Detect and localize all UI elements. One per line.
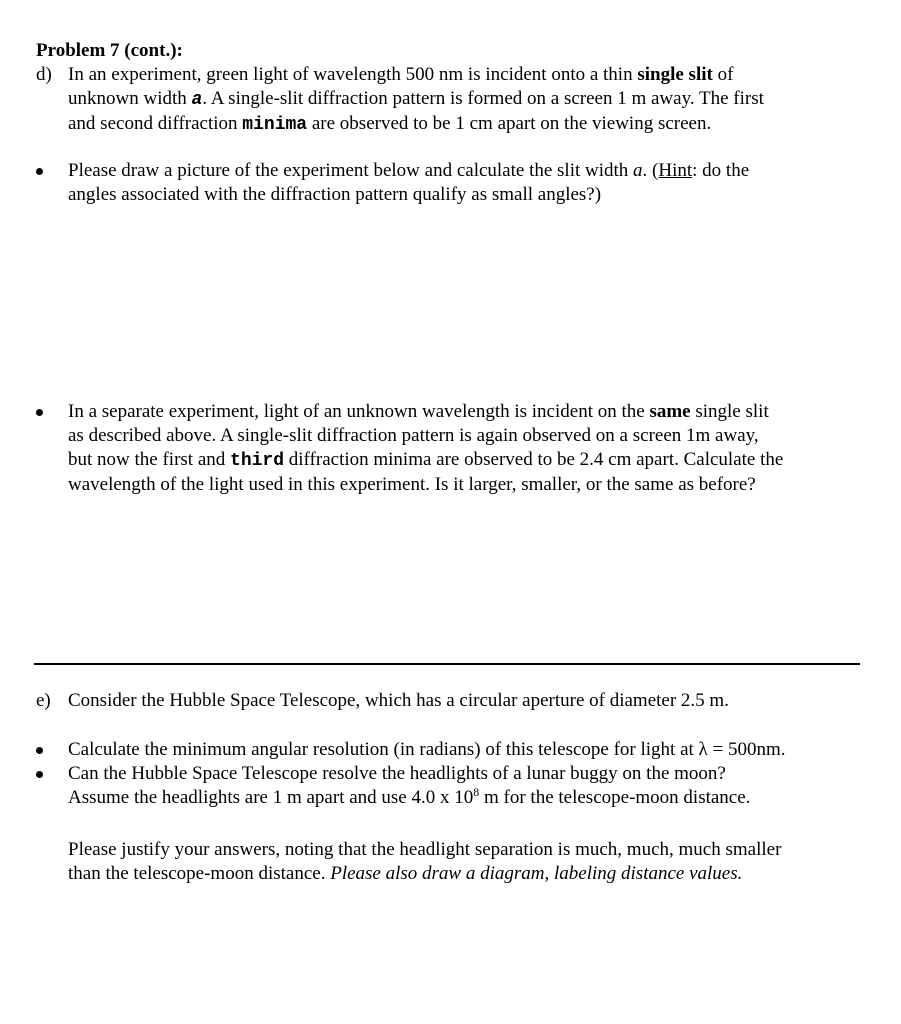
- bullet-1-line-1: [68, 159, 866, 183]
- bold-same: same: [649, 401, 691, 422]
- part-d-line-2: [68, 87, 866, 112]
- text-run: are observed to be 1 cm apart on the viewing screen.: [307, 113, 712, 134]
- text-run: of: [712, 64, 734, 85]
- text-run: Please draw a picture of the experiment below and calculate the slit width: [68, 160, 634, 181]
- bullet-dot: [36, 409, 43, 416]
- bullet-lunar-buggy: [36, 762, 866, 810]
- bullet-2-line-4: wavelength of the light used in this experiment. Is it larger, smaller, or the same as before?: [68, 474, 756, 495]
- bullet-separate-experiment: [36, 400, 866, 497]
- bold-minima: minima: [242, 115, 308, 135]
- variable-a: a: [191, 90, 203, 110]
- bullet-dot: [36, 168, 43, 175]
- justify-line-2: [68, 862, 868, 886]
- section-divider: [34, 663, 860, 665]
- text-run: diffraction minima are observed to be 2.4 cm apart. Calculate the: [284, 449, 784, 470]
- part-e-label: e): [36, 690, 51, 711]
- text-run: than the telescope-moon distance.: [68, 863, 331, 884]
- bullet-4-line-2: [68, 786, 866, 810]
- bold-third: third: [230, 451, 285, 471]
- text-run: . (: [642, 160, 659, 181]
- problem-title: Problem 7 (cont.):: [36, 40, 183, 61]
- justify-line-1: Please justify your answers, noting that the headlight separation is much, much, much smaller: [68, 839, 782, 860]
- text-run: : do the: [692, 160, 750, 181]
- italic-instruction: Please also draw a diagram, labeling distance values.: [330, 863, 743, 884]
- exponent: 8: [473, 785, 480, 799]
- justify-paragraph: [68, 838, 868, 886]
- text-run: and second diffraction: [68, 113, 243, 134]
- part-e: [36, 689, 866, 713]
- bullet-draw-picture: [36, 159, 866, 207]
- text-run: . A single-slit diffraction pattern is formed on a screen 1 m away. The first: [202, 88, 764, 109]
- bullet-body: [68, 159, 866, 207]
- text-run: m for the telescope-moon distance.: [479, 787, 751, 808]
- text-run: but now the first and: [68, 449, 231, 470]
- text-run: In a separate experiment, light of an unknown wavelength is incident on the: [68, 401, 650, 422]
- part-d: [36, 63, 866, 137]
- part-e-line-1: Consider the Hubble Space Telescope, which has a circular aperture of diameter 2.5 m.: [68, 690, 729, 711]
- text-run: single slit: [690, 401, 769, 422]
- part-d-text: [68, 63, 866, 137]
- part-d-line-1: [68, 63, 866, 87]
- bullet-2-line-2: as described above. A single-slit diffraction pattern is again observed on a screen 1m away,: [68, 425, 759, 446]
- text-run: unknown width: [68, 88, 192, 109]
- bullet-body: [68, 738, 866, 762]
- bullet-angular-resolution: [36, 738, 866, 762]
- bullet-2-line-1: [68, 400, 866, 424]
- bullet-2-line-3: [68, 448, 866, 473]
- bullet-3-line-1: Calculate the minimum angular resolution (in radians) of this telescope for light at λ = 500nm.: [68, 739, 786, 760]
- part-d-line-3: [68, 112, 866, 137]
- bold-single-slit: single slit: [637, 64, 713, 85]
- part-e-text: [68, 689, 866, 713]
- text-run: In an experiment, green light of wavelength 500 nm is incident onto a thin: [68, 64, 638, 85]
- bullet-dot: [36, 747, 43, 754]
- bullet-body: [68, 400, 866, 497]
- bullet-1-line-2: angles associated with the diffraction pattern qualify as small angles?): [68, 184, 602, 205]
- bullet-body: [68, 762, 866, 810]
- bullet-4-line-1: Can the Hubble Space Telescope resolve the headlights of a lunar buggy on the moon?: [68, 763, 726, 784]
- variable-a: a: [633, 160, 643, 181]
- bullet-dot: [36, 771, 43, 778]
- part-d-label: d): [36, 64, 52, 85]
- underlined-hint: Hint: [658, 160, 693, 181]
- text-run: Assume the headlights are 1 m apart and use 4.0 x 10: [68, 787, 474, 808]
